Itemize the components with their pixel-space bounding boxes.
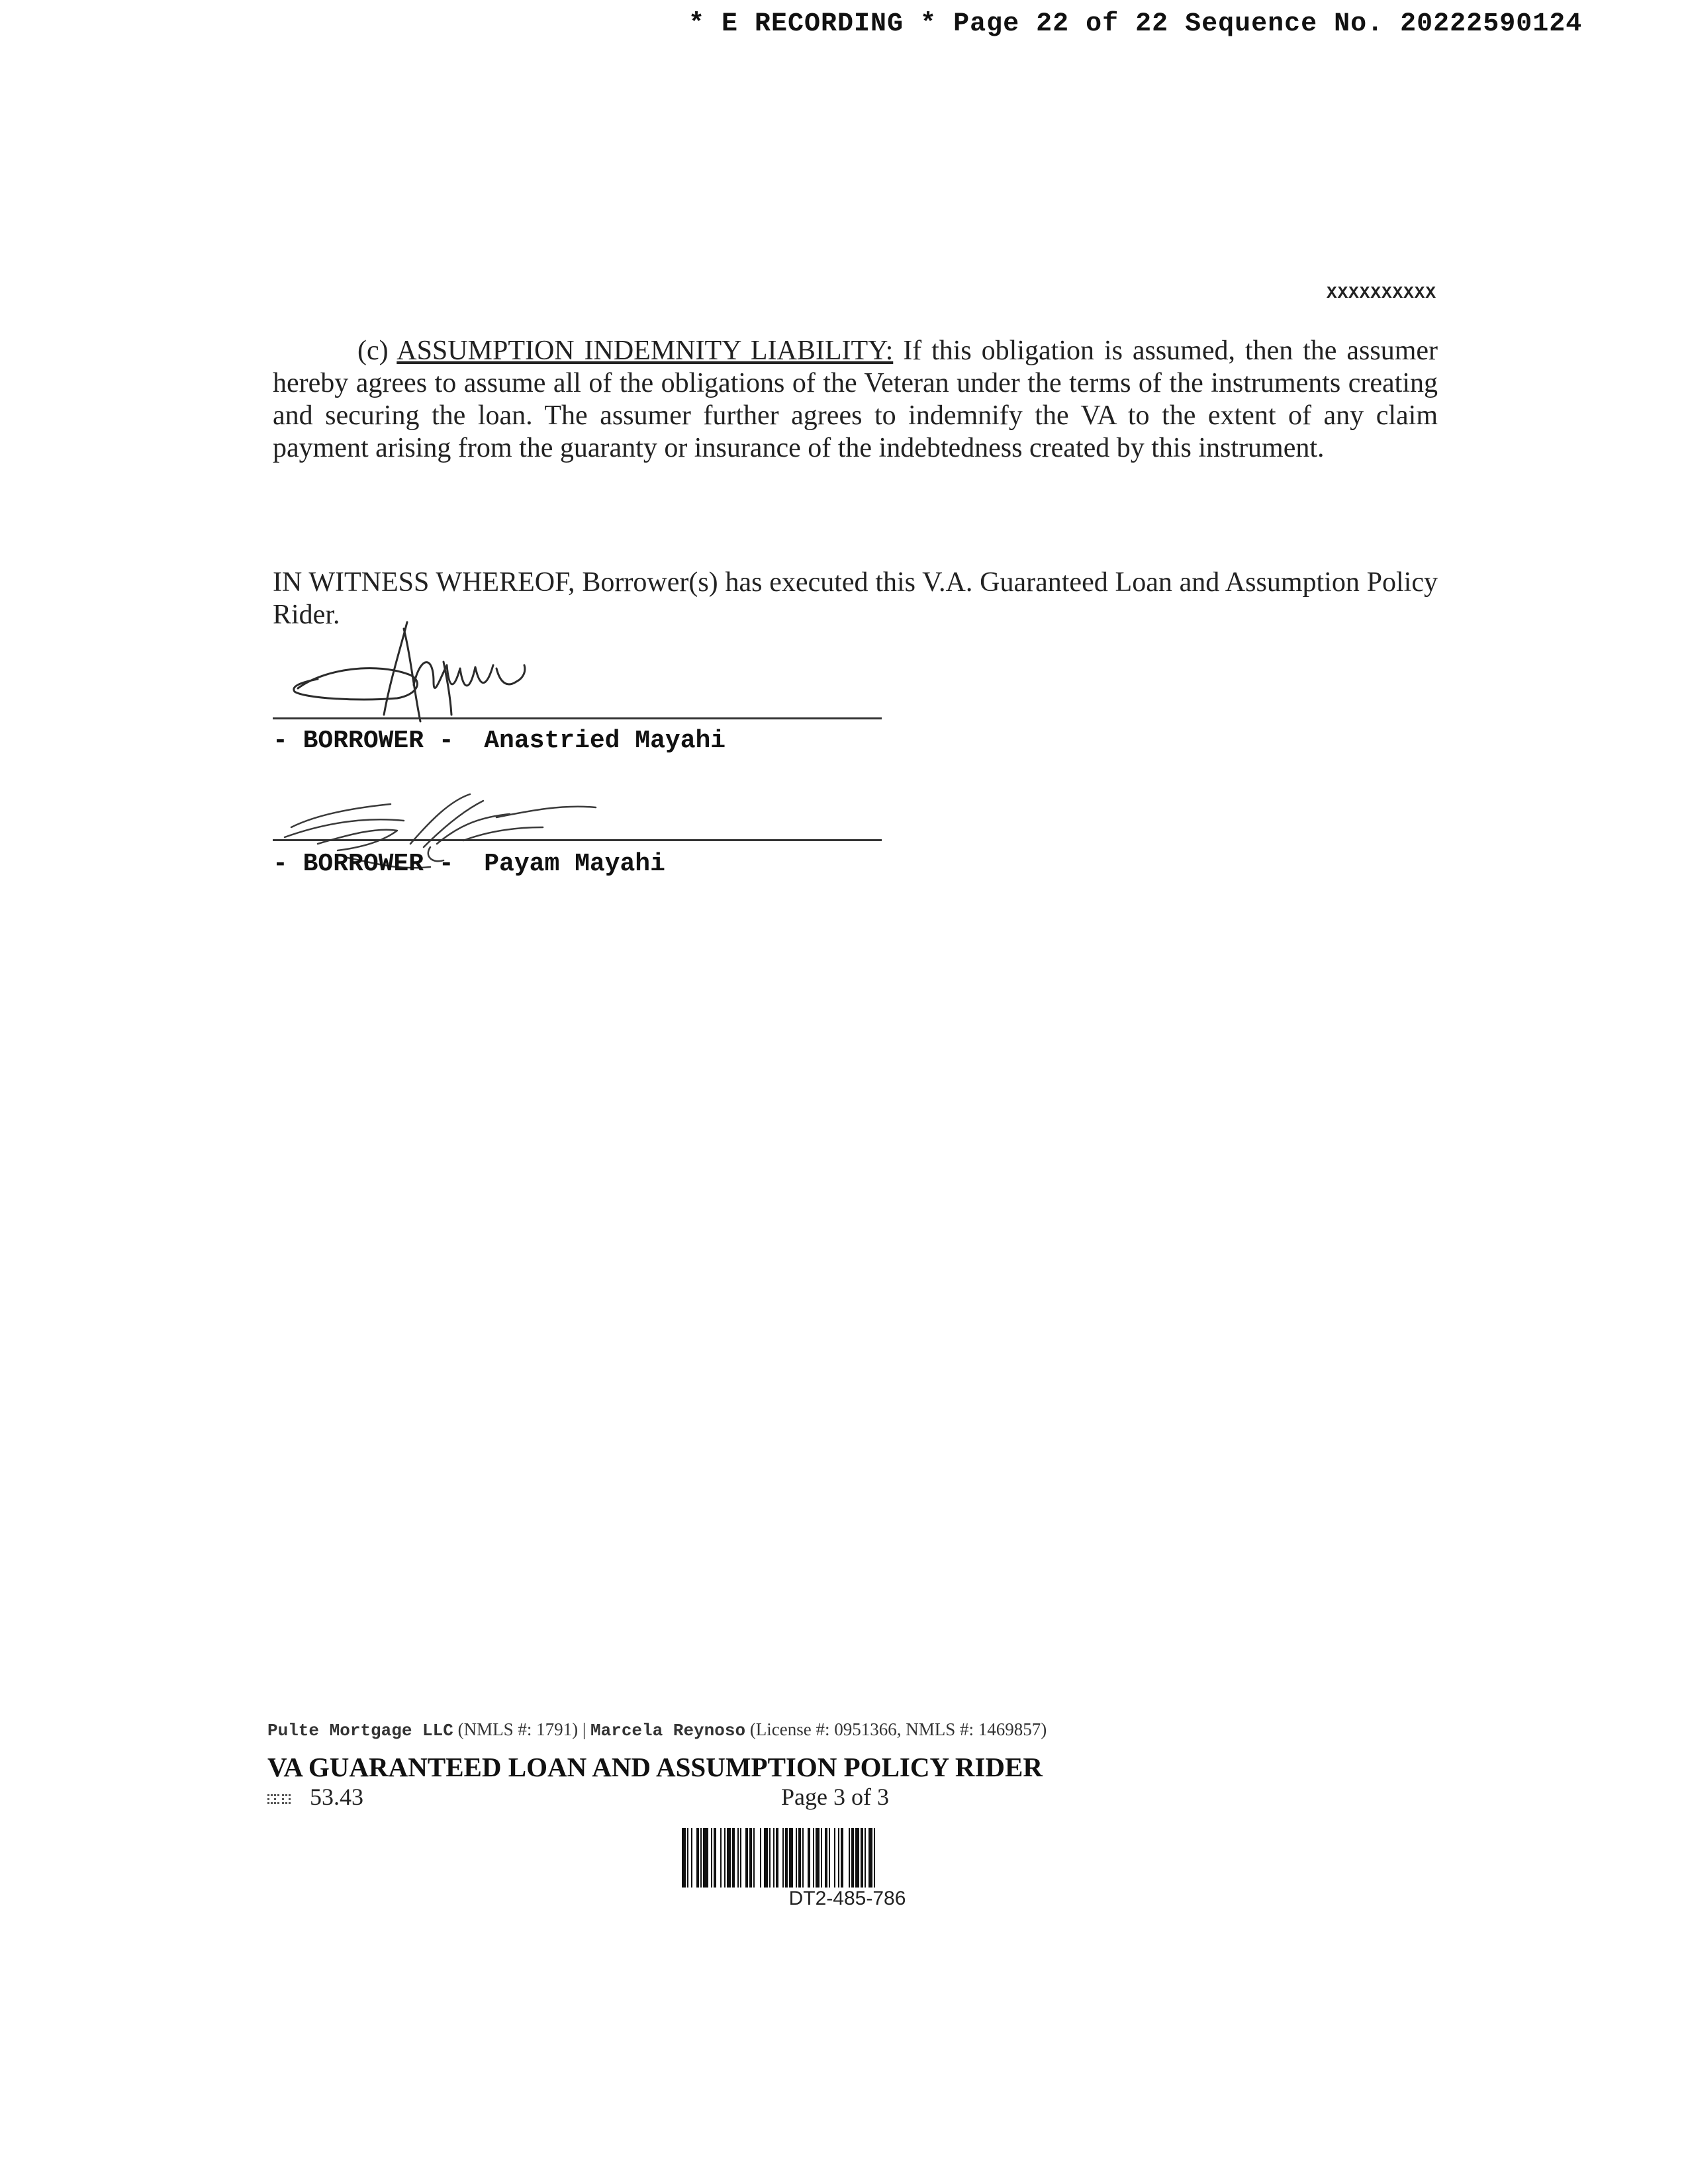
paragraph-heading: ASSUMPTION INDEMNITY LIABILITY: (397, 336, 894, 366)
recording-stamp: * E RECORDING * Page 22 of 22 Sequence No. 20222590124 (688, 9, 1583, 39)
barcode-text: DT2-485-786 (788, 1888, 906, 1909)
paragraph-label: (c) (357, 336, 389, 366)
footer-separator: | (582, 1719, 586, 1739)
originator-name: Marcela Reynoso (590, 1721, 746, 1741)
page-label: Page 3 of 3 (781, 1784, 889, 1810)
footer-lender-info (267, 1719, 1260, 1741)
witness-clause: IN WITNESS WHEREOF, Borrower(s) has executed this V.A. Guaranteed Loan and Assumption Policy Rider. (273, 567, 1438, 630)
signature-line-1 (273, 717, 882, 719)
assumption-indemnity-paragraph (273, 335, 1438, 465)
lender-nmls: (NMLS #: 1791) (457, 1719, 579, 1739)
form-number-value: 53.43 (310, 1784, 363, 1810)
document-barcode (682, 1828, 1013, 1888)
signature-caption-2: - BORROWER - Payam Mayahi (273, 850, 665, 878)
paragraph-body: If this obligation is assumed, then the assumer hereby agrees to assume all of the obligations of the Veteran under the terms of the instruments creating and securing the loan. The assumer further agrees to indemnify the VA to the extent of any claim payment arising from the guaranty or insurance of the indebtedness created by this instrument. (273, 336, 1438, 463)
originator-license: (License #: 0951366, NMLS #: 1469857) (749, 1719, 1047, 1739)
loan-number-mask: XXXXXXXXXX (1326, 283, 1436, 303)
document-title: VA GUARANTEED LOAN AND ASSUMPTION POLICY RIDER (267, 1752, 1043, 1782)
lender-name: Pulte Mortgage LLC (267, 1721, 453, 1741)
form-number (267, 1783, 363, 1811)
form-logo-icon (267, 1793, 294, 1806)
signature-line-2 (273, 839, 882, 841)
signature-anastried-mayahi (278, 615, 596, 728)
signature-caption-1: - BORROWER - Anastried Mayahi (273, 727, 726, 755)
